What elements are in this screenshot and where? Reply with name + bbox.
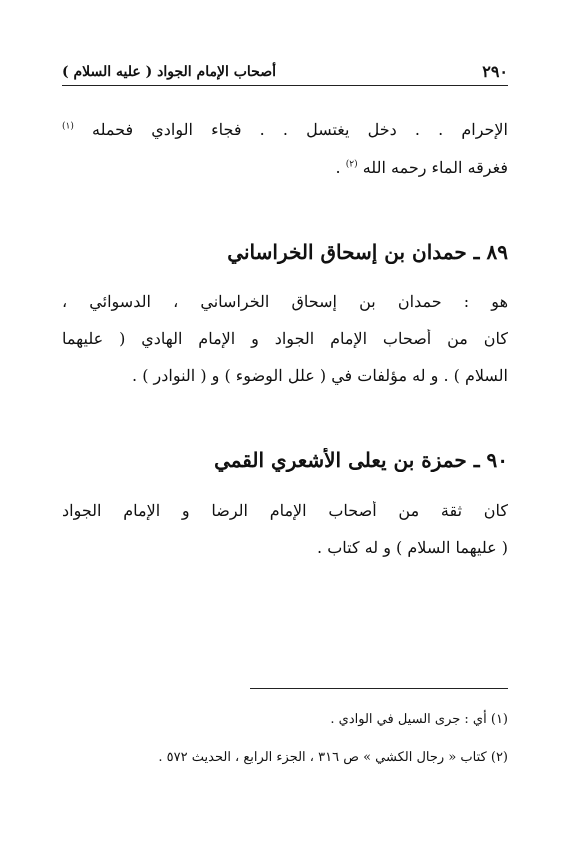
entry-90-line-2: ( عليهما السلام ) و له كتاب . (317, 538, 508, 557)
entry-89-line-1: هو : حمدان بن إسحاق الخراساني ، الدسوائي ، (62, 292, 508, 311)
footnote-2: (٢) كتاب « رجال الكشي » ص ٣١٦ ، الجزء الرابع ، الحديث ٥٧٢ . (158, 750, 508, 765)
footnote-marker-2: (٢) (345, 159, 358, 170)
running-title: أصحاب الإمام الجواد ( عليه السلام ) (62, 64, 276, 80)
entry-90-heading: ٩٠ ـ حمزة بن يعلى الأشعري القمي (214, 448, 508, 472)
entry-89-line-3: السلام ) . و له مؤلفات في ( علل الوضوء ) و ( النوادر ) . (132, 366, 508, 385)
footnote-rule (250, 688, 508, 689)
entry-89-line-2: كان من أصحاب الإمام الجواد و الإمام الهادي ( عليهما (62, 329, 508, 348)
page-header (62, 60, 508, 86)
header-rule (62, 85, 508, 86)
footnote-1: (١) أي : جرى السيل في الوادي . (330, 712, 508, 727)
intro-line-2: فغرقه الماء رحمه الله $^{(٢)}$ . (335, 158, 508, 177)
page-number: ٢٩٠ (482, 62, 508, 81)
intro-line-1: الإحرام . . دخل يغتسل . . فجاء الوادي فحمله $^{(١)}$ (62, 120, 508, 139)
footnote-marker-1: (١) (62, 121, 74, 132)
entry-90-line-1: كان ثقة من أصحاب الإمام الرضا و الإمام الجواد (62, 501, 508, 520)
entry-89-heading: ٨٩ ـ حمدان بن إسحاق الخراساني (227, 240, 508, 264)
